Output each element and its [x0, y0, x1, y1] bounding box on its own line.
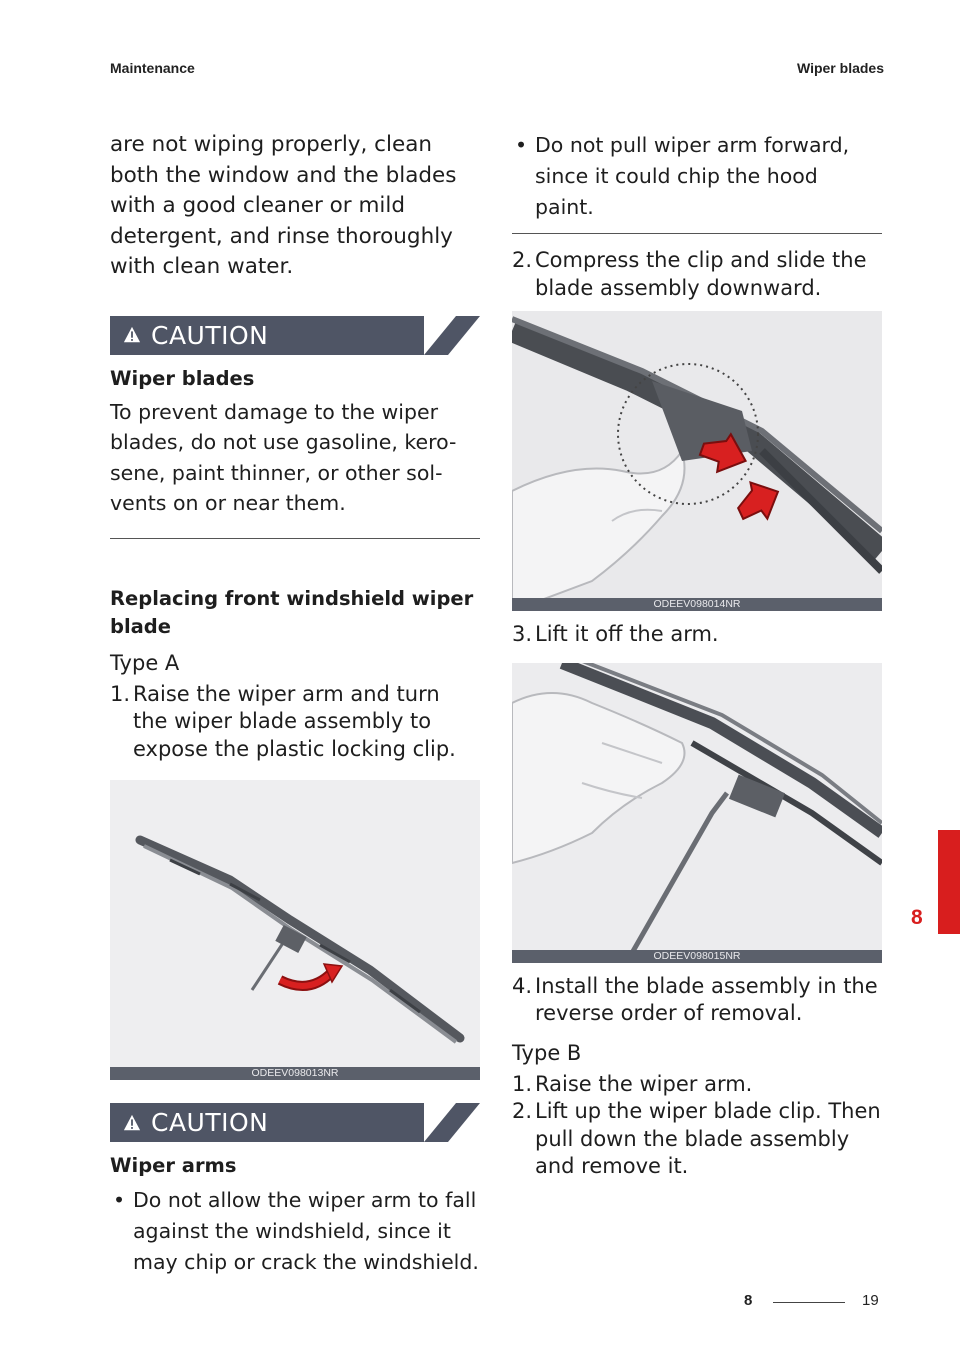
step-number: 3. — [512, 622, 533, 646]
warning-icon — [123, 326, 141, 344]
bullet-dot: • — [515, 133, 528, 157]
caution-bullet — [110, 1185, 480, 1278]
step-3 — [512, 621, 882, 649]
caution-title: Wiper blades — [110, 366, 255, 390]
step-1 — [110, 681, 480, 764]
caution-label: CAUTION — [151, 1108, 269, 1137]
footer-chapter-number: 8 — [744, 1292, 753, 1309]
caution-label: CAUTION — [151, 320, 269, 350]
figure-3 — [512, 663, 882, 963]
figure-caption: ODEEV098013NR — [110, 1067, 480, 1080]
wiper-blade-illustration — [110, 780, 480, 1080]
warning-icon — [123, 1114, 141, 1132]
lift-off-illustration — [512, 663, 882, 963]
step-text: Raise the wiper arm. — [535, 1071, 753, 1096]
caution-title: Wiper arms — [110, 1154, 237, 1177]
section-title: Replacing front windshield wiper blade — [110, 586, 474, 638]
chapter-side-number: 8 — [911, 906, 923, 929]
divider — [110, 538, 480, 539]
chapter-side-tab — [938, 830, 960, 934]
step-text: Lift it off the arm. — [535, 622, 719, 646]
bullet-text: Do not pull wiper arm forward, since it could chip the hood paint. — [535, 133, 850, 219]
clip-compress-illustration — [512, 311, 882, 611]
caution-stripes — [424, 316, 480, 355]
intro-paragraph: are not wiping properly, clean both the window and the blades with a good cleaner or mild detergent, and rinse thoroughly with clean water. — [110, 132, 457, 279]
step-text: Install the blade assembly in the reverse order of removal. — [535, 973, 878, 1025]
caution-banner — [110, 316, 480, 355]
step-4 — [512, 973, 882, 1028]
step-number: 1. — [512, 1071, 533, 1096]
figure-caption: ODEEV098015NR — [512, 950, 882, 963]
bullet-dot: • — [113, 1188, 126, 1212]
figure-caption: ODEEV098014NR — [512, 598, 882, 611]
right-column — [512, 130, 882, 1181]
footer-divider — [773, 1302, 845, 1303]
divider — [512, 233, 882, 234]
step-number: 2. — [512, 248, 533, 272]
caution-stripes — [424, 1103, 480, 1142]
step-text: Compress the clip and slide the blade assembly downward. — [535, 248, 867, 300]
caution-text: To prevent damage to the wiper blades, do not use gasoline, kero-sene, paint thinner, or other sol-vents on or near them. — [110, 399, 457, 515]
footer-page-number: 19 — [862, 1292, 879, 1309]
caution-bullet — [512, 130, 882, 223]
running-header-section: Maintenance — [110, 60, 195, 76]
running-header-topic: Wiper blades — [796, 60, 884, 76]
step-number: 4. — [512, 973, 533, 998]
figure-1 — [110, 780, 480, 1080]
step-text: Raise the wiper arm and turn the wiper blade assembly to expose the plastic locking clip. — [133, 681, 456, 761]
caution-banner — [110, 1103, 480, 1142]
bullet-text: Do not allow the wiper arm to fall against the windshield, since it may chip or crack the windshield. — [133, 1188, 479, 1274]
step-number: 1. — [110, 681, 131, 706]
step-text: Lift up the wiper blade clip. Then pull down the blade assembly and remove it. — [535, 1099, 881, 1178]
left-column — [110, 130, 480, 1278]
figure-2 — [512, 311, 882, 611]
step-b1 — [512, 1071, 882, 1099]
step-2 — [512, 247, 882, 302]
type-b-label: Type B — [512, 1040, 582, 1065]
type-a-label: Type A — [110, 650, 180, 675]
step-number: 2. — [512, 1099, 533, 1123]
step-b2 — [512, 1098, 882, 1181]
